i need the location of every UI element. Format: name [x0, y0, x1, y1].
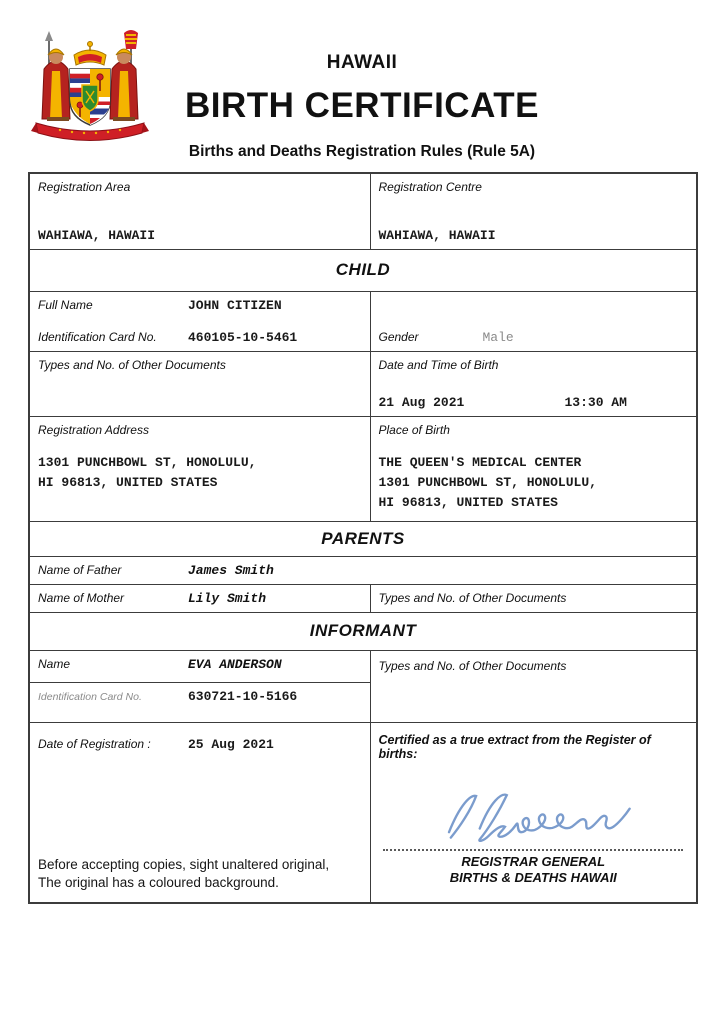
child-name-id-cell [29, 291, 370, 351]
address-row [29, 416, 697, 521]
parents-other-docs-label: Types and No. of Other Documents [378, 590, 567, 605]
copies-note-line1: Before accepting copies, sight unaltered original, [38, 856, 330, 872]
date-of-registration-label: Date of Registration : [38, 736, 151, 751]
father-row [29, 556, 697, 584]
informant-name-value: EVA ANDERSON [188, 656, 282, 672]
registration-area-cell [29, 173, 370, 249]
registration-area-label: Registration Area [38, 180, 131, 194]
gender-value: Male [482, 329, 514, 345]
registration-centre-label: Registration Centre [378, 180, 482, 194]
parents-other-docs-cell [370, 584, 697, 612]
informant-name-cell [29, 650, 370, 682]
informant-name-label: Name [38, 656, 71, 671]
parents-section-row [29, 521, 697, 556]
informant-id-cell [29, 682, 370, 722]
certificate-table [28, 172, 698, 904]
certified-label: Certified as a true extract from the Register of births: [378, 732, 651, 761]
document-title: BIRTH CERTIFICATE [185, 86, 539, 125]
registration-address-label: Registration Address [38, 422, 149, 437]
full-name-value: JOHN CITIZEN [188, 297, 282, 313]
place-of-birth-cell [370, 416, 697, 521]
birth-date-value: 21 Aug 2021 [378, 394, 465, 410]
registrar-line1: REGISTRAR GENERAL [461, 853, 606, 869]
informant-other-docs-label: Types and No. of Other Documents [378, 658, 567, 673]
informant-name-row [29, 650, 697, 682]
child-other-docs-label: Types and No. of Other Documents [38, 357, 226, 372]
registration-address-line1: 1301 PUNCHBOWL ST, HONOLULU, [38, 454, 257, 470]
informant-id-card-value: 630721-10-5166 [188, 688, 298, 704]
child-section-cell [29, 249, 697, 291]
informant-section-cell [29, 612, 697, 650]
registration-centre-cell [370, 173, 697, 249]
informant-other-docs-cell [370, 650, 697, 722]
mother-cell [29, 584, 370, 612]
child-section-title: CHILD [335, 260, 391, 279]
full-name-label: Full Name [38, 297, 93, 312]
informant-section-title: INFORMANT [309, 621, 417, 640]
informant-section-row [29, 612, 697, 650]
child-section-row [29, 249, 697, 291]
place-of-birth-line2: 1301 PUNCHBOWL ST, HONOLULU, [378, 474, 597, 490]
date-of-registration-value: 25 Aug 2021 [188, 736, 274, 752]
birth-datetime-cell [370, 351, 697, 416]
registrar-title [379, 854, 689, 887]
certification-row [29, 722, 697, 903]
mother-row [29, 584, 697, 612]
place-of-birth-line1: THE QUEEN'S MEDICAL CENTER [378, 454, 582, 470]
registration-date-cell [29, 722, 370, 903]
parents-section-title: PARENTS [321, 528, 405, 548]
certified-cell [370, 722, 697, 903]
registration-centre-value: WAHIAWA, HAWAII [378, 227, 496, 243]
mother-label: Name of Mother [38, 590, 125, 605]
informant-id-card-label: Identification Card No. [38, 690, 142, 703]
father-cell [29, 556, 697, 584]
child-id-card-value: 460105-10-5461 [188, 329, 298, 345]
document-subtitle: Births and Deaths Registration Rules (Rule 5A) [188, 143, 536, 160]
registrar-signature-icon [418, 787, 648, 843]
signature-dotted-line [383, 849, 683, 851]
child-other-docs-cell [29, 351, 370, 416]
mother-value: Lily Smith [188, 590, 267, 606]
child-identity-row [29, 291, 697, 351]
registration-address-cell [29, 416, 370, 521]
certificate-header [0, 0, 724, 161]
copies-note [38, 856, 362, 896]
birth-datetime-label: Date and Time of Birth [378, 357, 499, 372]
birth-time-value: 13:30 AM [564, 394, 627, 410]
father-label: Name of Father [38, 562, 122, 577]
place-of-birth-line3: HI 96813, UNITED STATES [378, 494, 558, 510]
child-id-card-label: Identification Card No. [38, 329, 157, 344]
place-of-birth-label: Place of Birth [378, 422, 450, 437]
birth-datetime-row [29, 351, 697, 416]
registrar-line2: BIRTHS & DEATHS HAWAII [449, 869, 617, 885]
region-title: HAWAII [326, 52, 398, 73]
copies-note-line2: The original has a coloured background. [38, 874, 279, 890]
gender-label: Gender [378, 329, 419, 344]
father-value: James Smith [188, 562, 274, 578]
signature-area [379, 787, 689, 843]
gender-cell [370, 291, 697, 351]
registration-area-value: WAHIAWA, HAWAII [38, 227, 156, 243]
parents-section-cell [29, 521, 697, 556]
registration-address-line2: HI 96813, UNITED STATES [38, 474, 218, 490]
registration-row [29, 173, 697, 249]
